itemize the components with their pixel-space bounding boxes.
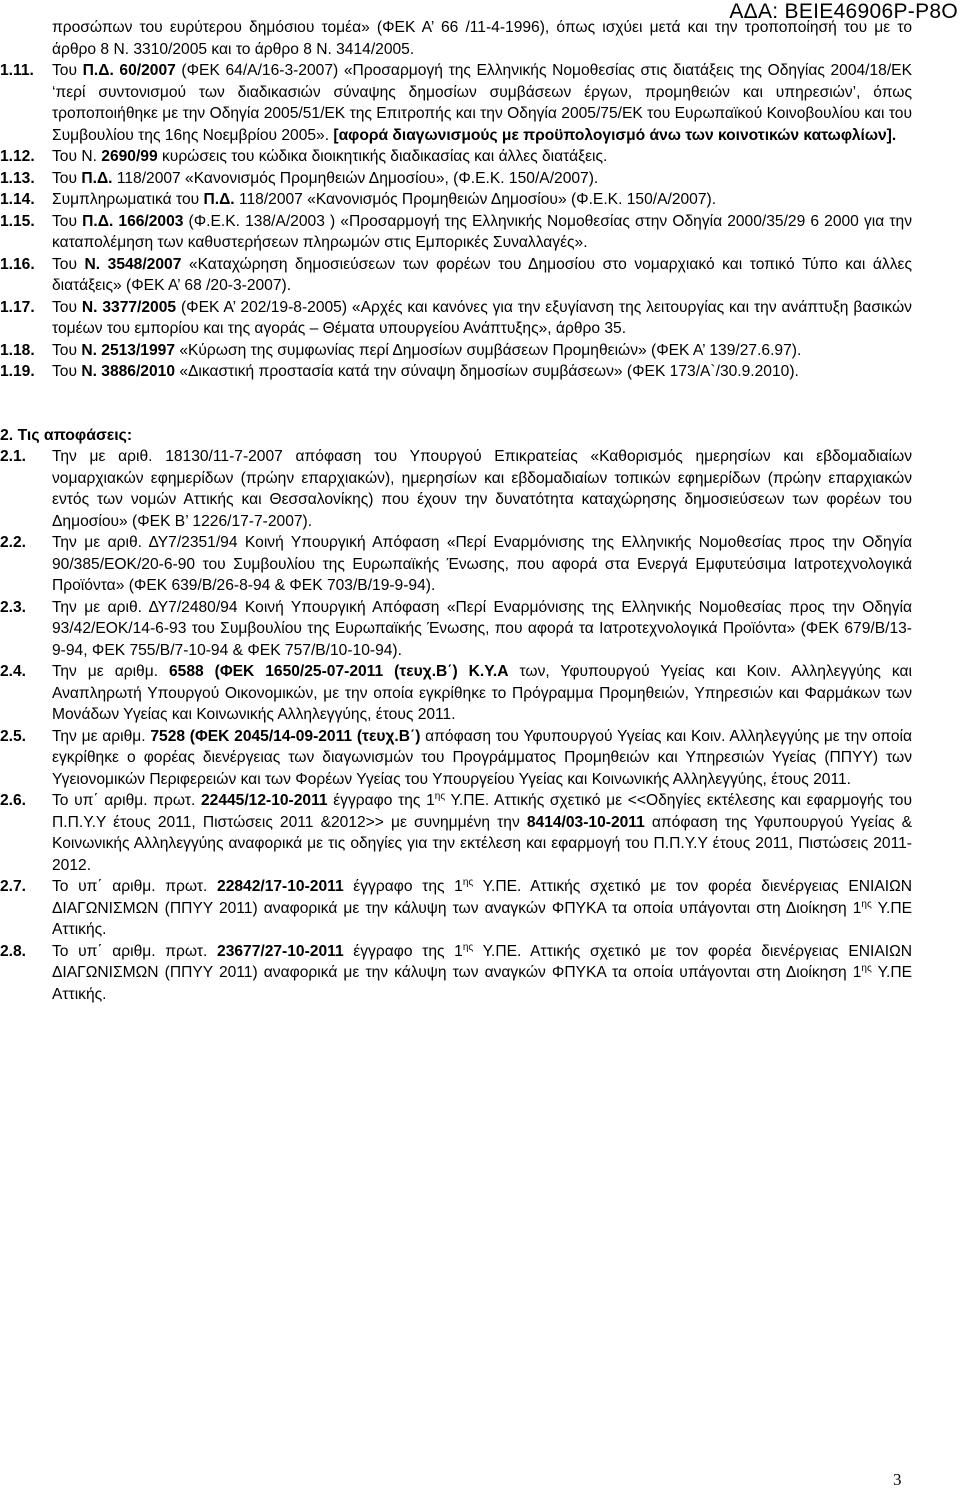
law-item (0, 297, 912, 340)
law-item-text: «Κύρωση της συμφωνίας περί Δημοσίων συμβάσεων Προμηθειών» (ΦΕΚ Α’ 139/27.6.97). (175, 341, 802, 359)
law-item (0, 211, 912, 254)
law-item-number: 1.14. (0, 191, 35, 208)
decision-reference: 22445/12-10-2011 (200, 792, 328, 809)
decision-text: Υ.ΠΕ. Αττικής σχετικό με <<Οδηγίες εκτέλεσης και εφαρμογής του Π.Π.Υ.Υ έτους 2011, Πιστώσεις 2011 &2012>> με συνημμένη την (52, 792, 912, 831)
decision-text: των, Υφυπουργού Υγείας και Κοιν. Αλληλεγγύης και Αναπληρωτή Υπουργού Οικονομικών, με την οποία εγκρίθηκε το Πρόγραμμα Προμηθειών, Υπηρεσιών και Φαρμάκων των Μονάδων Υγείας και Κοινωνικής Αλληλεγγύης, έτους 2011. (52, 663, 912, 723)
decision-item-number: 2.5. (0, 727, 27, 745)
law-item-prefix: Του (52, 341, 82, 359)
decision-item (0, 876, 912, 941)
decision-item (0, 597, 912, 662)
decision-text: Υ.ΠΕ Αττικής. (52, 964, 912, 1003)
decision-text: Την με αριθ. ΔΥ7/2480/94 Κοινή Υπουργική Απόφαση «Περί Εναρμόνισης της Ελληνικής Νομοθεσίας προς την Οδηγία 93/42/ΕΟΚ/14-6-93 του Συμβουλίου της Ευρωπαϊκής Ένωσης, που αφορά τα Ιατροτεχνολογικά Προϊόντα» (ΦΕΚ 679/Β/13-9-94, ΦΕΚ 755/Β/7-10-94 & ΦΕΚ 757/Β/10-10-94). (52, 598, 912, 659)
law-item-reference: Π.Δ. 60/2007 (82, 62, 176, 79)
decision-item (0, 941, 912, 1006)
decision-item (0, 726, 912, 791)
law-item-number: 1.17. (0, 298, 35, 316)
decision-text: έγγραφο της 1 (343, 878, 463, 895)
law-item-note: [αφορά διαγωνισμούς με προϋπολογισμό άνω των κοινοτικών κατωφλίων]. (333, 126, 897, 144)
law-item-reference: Π.Δ. (203, 191, 235, 208)
law-item-text: (ΦΕΚ Α’ 202/19-8-2005) «Αρχές και κανόνες για την εξυγίανση της λειτουργίας και την ανάπτυξη βασικών τομέων του εμπορίου και της αγοράς – Θέματα υπουργείου Ανάπτυξης», άρθρο 35. (52, 298, 912, 337)
decisions-list (0, 446, 912, 1005)
decision-item-number: 2.2. (0, 534, 27, 551)
ordinal-superscript: ης (462, 941, 474, 953)
law-item-prefix: Του Ν. (52, 148, 102, 165)
law-item-reference: Ν. 3377/2005 (81, 298, 177, 316)
law-item (0, 361, 912, 383)
law-item-reference: Π.Δ. 166/2003 (82, 212, 184, 230)
law-item-number: 1.16. (0, 255, 35, 273)
decision-item-number: 2.6. (0, 792, 27, 809)
law-item-reference: Π.Δ. (81, 169, 113, 187)
decision-reference: 22842/17-10-2011 (217, 878, 344, 895)
law-item-text: (Φ.Ε.Κ. 138/Α/2003 ) «Προσαρμογή της Ελληνικής Νομοθεσίας στην Οδηγία 2000/35/29 6 2000 για την καταπολέμηση των καθυστερήσεων πληρωμών στις Εμπορικές Συναλλαγές». (52, 212, 912, 251)
decision-reference: 23677/27-10-2011 (217, 942, 344, 960)
decision-text: Την με αριθμ. (52, 663, 169, 680)
decision-item-number: 2.7. (0, 878, 27, 895)
law-item-reference: Ν. 3548/2007 (84, 255, 182, 273)
law-item-prefix: Του (52, 298, 82, 316)
law-item-text: κυρώσεις του κώδικα διοικητικής διαδικασίας και άλλες διατάξεις. (157, 148, 608, 165)
decision-item-number: 2.1. (0, 448, 27, 465)
decision-text: Υ.ΠΕ Αττικής. (52, 899, 912, 938)
decision-item (0, 446, 912, 532)
law-item-text: «Δικαστική προστασία κατά την σύναψη δημοσίων συμβάσεων» (ΦΕΚ 173/Α`/30.9.2010). (175, 363, 799, 380)
law-item-text: (ΦΕΚ 64/Α/16-3-2007) «Προσαρμογή της Ελληνικής Νομοθεσίας στις διατάξεις της Οδηγίας 2004/18/ΕΚ ‘περί συντονισμού των διαδικασιών σύναψης δημοσίων συμβάσεων έργων, προμηθειών και υπηρεσιών’, όπως τροποποιήθηκε με την Οδηγία 2005/51/ΕΚ της Επιτροπής και την Οδηγία 2005/75/ΕΚ του Ευρωπαϊκού Κοινοβουλίου και του Συμβουλίου της 16ης Νοεμβρίου 2005». (52, 62, 912, 144)
decision-reference: 6588 (ΦΕΚ 1650/25-07-2011 (τευχ.Β΄) Κ.Υ.Α (168, 663, 509, 680)
decision-text: Υ.ΠΕ. Αττικής σχετικό με τον φορέα διενέργειας ΕΝΙΑΙΩΝ ΔΙΑΓΩΝΙΣΜΩΝ (ΠΠΥΥ 2011) αναφορικά με την κάλυψη των αναγκών ΦΠΥΚΑ τα οποία υπάγονται στη Διοίκηση 1 (52, 942, 912, 981)
law-item-prefix: Του (52, 363, 82, 380)
law-item-reference: Ν. 3886/2010 (81, 363, 175, 380)
decision-text: απόφαση του Υφυπουργού Υγείας και Κοιν. Αλληλεγγύης με την οποία εγκρίθηκε ο φορέας διενέργειας των διαγωνισμών του Προγράμματος Προμηθειών και Υπηρεσιών Υγείας (ΠΠΥΥ) των Υγειονομικών Περιφερειών και των Φορέων Υγείας του Υπουργείου Υγείας και Κοινωνικής Αλληλεγγύης, έτους 2011. (52, 727, 912, 788)
decision-item (0, 661, 912, 726)
ada-code: ΑΔΑ: ΒΕΙΕ46906Ρ-Ρ8Ο (729, 0, 958, 23)
decision-text: Υ.ΠΕ. Αττικής σχετικό με τον φορέα διενέργειας ΕΝΙΑΙΩΝ ΔΙΑΓΩΝΙΣΜΩΝ (ΠΠΥΥ 2011) αναφορικά με την κάλυψη των αναγκών ΦΠΥΚΑ τα οποία υπάγονται στη Διοίκηση 1 (52, 878, 912, 917)
decision-text: Την με αριθ. 18130/11-7-2007 απόφαση του Υπουργού Επικρατείας «Καθορισμός ημερησίων και εβδομαδιαίων νομαρχιακών εφημερίδων (πρώην επαρχιακών), ημερησίων και εβδομαδιαίων τοπικών εφημερίδων (πρώην επαρχιακών εντός των νομών Αττικής και Θεσσαλονίκης) που έχουν την δυνατότητα καταχώρησης δημοσιεύσεων των φορέων του Δημοσίου» (ΦΕΚ Β’ 1226/17-7-2007). (52, 448, 912, 530)
law-item-number: 1.13. (0, 169, 35, 187)
decision-text: απόφαση της Υφυπουργού Υγείας & Κοινωνικής Αλληλεγγύης αναφορικά με τις οδηγίες για την εκτέλεση και εφαρμογή του Π.Π.Υ.Υ έτους 2011, Πιστώσεις 2011- 2012. (52, 813, 912, 874)
continued-paragraph: προσώπων του ευρύτερου δημόσιου τομέα» (ΦΕΚ Α’ 66 /11-4-1996), όπως ισχύει μετά και την τροποποίησή του με το άρθρο 8 Ν. 3310/2005 και το άρθρο 8 Ν. 3414/2005. (52, 19, 912, 58)
law-item-prefix: Του (52, 169, 82, 187)
law-item-reference: Ν. 2513/1997 (81, 341, 175, 359)
law-item-number: 1.12. (0, 148, 35, 165)
law-item (0, 340, 912, 362)
law-item-prefix: Του (52, 62, 83, 79)
law-item-number: 1.19. (0, 363, 35, 380)
decision-item-number: 2.4. (0, 663, 27, 680)
decision-item (0, 790, 912, 876)
decision-item-number: 2.8. (0, 942, 27, 960)
decision-text: Το υπ΄ αριθμ. πρωτ. (52, 792, 201, 809)
law-item-reference: 2690/99 (101, 148, 158, 165)
decision-text: Το υπ΄ αριθμ. πρωτ. (52, 942, 218, 960)
decision-text: Την με αριθ. ΔΥ7/2351/94 Κοινή Υπουργική Απόφαση «Περί Εναρμόνισης της Ελληνικής Νομοθεσίας προς την Οδηγία 90/385/ΕΟΚ/20-6-90 του Συμβουλίου της Ευρωπαϊκής Ένωσης, που αφορά στα Ενεργά Εμφυτεύσιμα Ιατροτεχνολογικά Προϊόντα» (ΦΕΚ 639/Β/26-8-94 & ΦΕΚ 703/Β/19-9-94). (52, 534, 912, 594)
law-item-text: 118/2007 «Κανονισμός Προμηθειών Δημοσίου» (Φ.Ε.Κ. 150/Α/2007). (234, 191, 717, 208)
law-item (0, 60, 912, 146)
page-number: 3 (893, 1470, 902, 1489)
law-item (0, 146, 912, 168)
decision-text: Την με αριθμ. (52, 727, 151, 745)
ordinal-superscript: ης (462, 876, 474, 888)
decision-text: έγγραφο της 1 (343, 942, 463, 960)
decision-reference: 8414/03-10-2011 (526, 813, 645, 831)
law-item-number: 1.11. (0, 62, 34, 79)
decision-text: έγγραφο της 1 (327, 792, 435, 809)
decision-reference: 7528 (ΦΕΚ 2045/14-09-2011 (τευχ.Β΄) (150, 727, 421, 745)
law-item-number: 1.18. (0, 341, 35, 359)
decision-item (0, 532, 912, 597)
laws-list (0, 60, 912, 383)
ordinal-superscript: ης (861, 962, 872, 974)
document-body (0, 17, 912, 1005)
law-item (0, 168, 912, 190)
law-item (0, 254, 912, 297)
law-item-prefix: Του (52, 212, 83, 230)
section-2-heading: 2. Τις αποφάσεις: (0, 426, 133, 444)
decision-item-number: 2.3. (0, 598, 27, 616)
ordinal-superscript: ης (861, 898, 872, 910)
law-item-prefix: Συμπληρωματικά του (52, 191, 204, 208)
law-item-prefix: Του (52, 255, 85, 273)
ordinal-superscript: ης (434, 790, 446, 802)
law-item (0, 189, 912, 211)
law-item-text: 118/2007 «Κανονισμός Προμηθειών Δημοσίου», (Φ.Ε.Κ. 150/Α/2007). (112, 169, 599, 187)
decision-text: Το υπ΄ αριθμ. πρωτ. (52, 878, 218, 895)
law-item-number: 1.15. (0, 212, 35, 230)
law-item-text: «Καταχώρηση δημοσιεύσεων των φορέων του Δημοσίου στο νομαρχιακό και τοπικό Τύπο και άλλες διατάξεις» (ΦΕΚ Α’ 68 /20-3-2007). (52, 255, 912, 294)
